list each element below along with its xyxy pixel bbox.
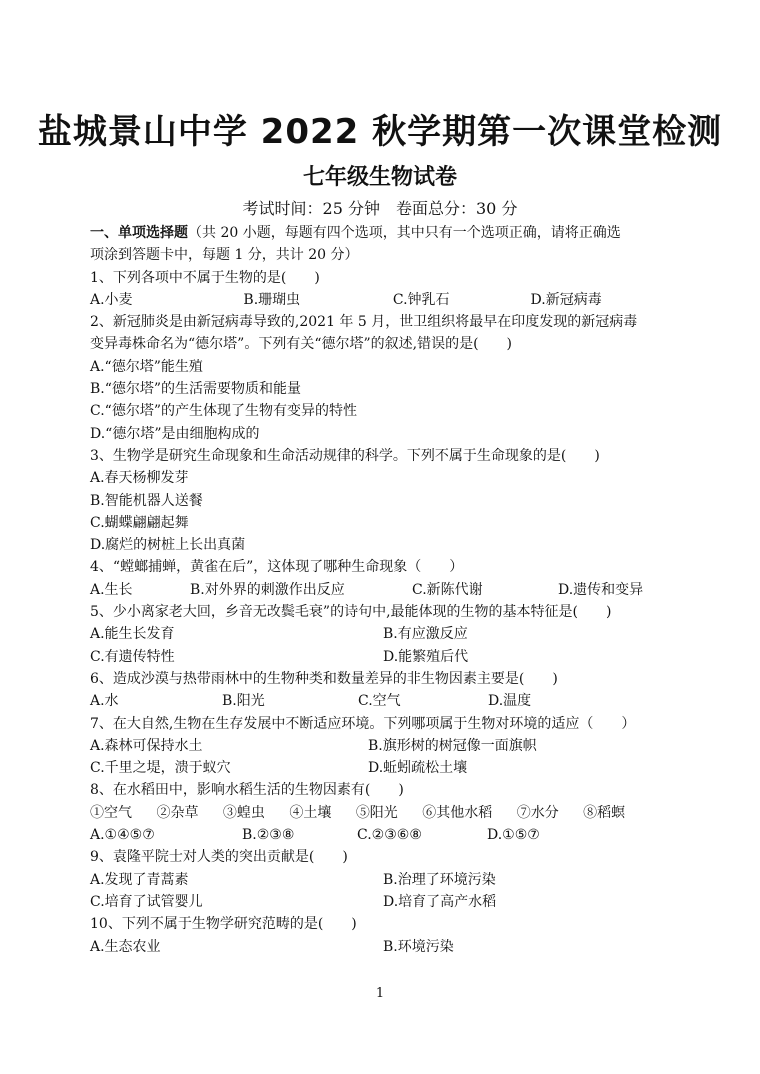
q3-option-c[interactable]: C.蝴蝶翩翩起舞 [90, 514, 189, 531]
page-number: 1 [375, 986, 385, 1001]
question-7-options-2 [90, 757, 680, 779]
question-8-options [90, 824, 680, 846]
q6-option-c[interactable]: C.空气 [358, 693, 401, 710]
factor-item: ③蝗虫 [222, 804, 265, 821]
q3-option-b[interactable]: B.智能机器人送餐 [90, 492, 203, 509]
question-5-stem: 5、少小离家老大回，乡音无改鬓毛衰”的诗句中,最能体现的生物的基本特征是( ) [90, 604, 612, 621]
q4-option-b[interactable]: B.对外界的刺激作出反应 [190, 581, 345, 598]
q1-option-a[interactable]: A.小麦 [90, 291, 133, 308]
question-4-stem: 4、“螳螂捕蝉，黄雀在后”，这体现了哪种生命现象（ ） [90, 559, 464, 576]
q1-option-d[interactable]: D.新冠病毒 [530, 291, 602, 308]
q5-option-b[interactable]: B.有应激反应 [383, 626, 468, 643]
question-6-options [90, 690, 680, 712]
factor-item: ⑦水分 [516, 804, 559, 821]
factor-item: ⑧稻螟 [583, 804, 626, 821]
question-1-options [90, 289, 680, 311]
section-heading-line [90, 222, 680, 244]
section-note-2: 项涂到答题卡中，每题 1 分，共计 20 分） [90, 247, 359, 264]
q5-option-d[interactable]: D.能繁殖后代 [383, 648, 469, 665]
q9-option-a[interactable]: A.发现了青蒿素 [90, 871, 189, 888]
q5-option-c[interactable]: C.有遗传特性 [90, 648, 175, 665]
exam-meta: 考试时间：25 分钟 卷面总分：30 分 [242, 199, 518, 218]
q7-option-a[interactable]: A.森林可保持水土 [90, 737, 203, 754]
question-9-options-1 [90, 869, 680, 891]
question-3-stem: 3、生物学是研究生命现象和生命活动规律的科学。下列不属于生命现象的是( ) [90, 447, 600, 464]
question-5-options-1 [90, 623, 680, 645]
factor-item: ④土壤 [289, 804, 332, 821]
q8-option-b[interactable]: B.②③⑧ [242, 827, 295, 844]
question-9-options-2 [90, 891, 680, 913]
question-10-options [90, 936, 680, 958]
q2-option-c[interactable]: C.“德尔塔”的产生体现了生物有变异的特性 [90, 403, 357, 420]
q2-option-d[interactable]: D.“德尔塔”是由细胞构成的 [90, 425, 260, 442]
question-2-stem-2: 变异毒株命名为“德尔塔”。下列有关“德尔塔”的叙述,错误的是( ) [90, 336, 513, 353]
question-4-options [90, 579, 680, 601]
factor-item: ②杂草 [156, 804, 199, 821]
q4-option-a[interactable]: A.生长 [90, 581, 133, 598]
q10-option-a[interactable]: A.生态农业 [90, 938, 161, 955]
q3-option-a[interactable]: A.春天杨柳发芽 [90, 470, 189, 487]
q1-option-c[interactable]: C.钟乳石 [392, 291, 450, 308]
q10-option-b[interactable]: B.环境污染 [383, 938, 454, 955]
exam-body [90, 222, 680, 958]
section-note-1: （共 20 小题，每题有四个选项，其中只有一个选项正确，请将正确选 [188, 225, 621, 241]
q6-option-d[interactable]: D.温度 [488, 693, 532, 710]
question-2-stem-1: 2、新冠肺炎是由新冠病毒导致的,2021 年 5 月，世卫组织将最早在印度发现的新冠病毒 [90, 314, 638, 331]
q4-option-c[interactable]: C.新陈代谢 [412, 581, 483, 598]
question-6-stem: 6、造成沙漠与热带雨林中的生物种类和数量差异的非生物因素主要是( ) [90, 670, 558, 687]
q6-option-b[interactable]: B.阳光 [222, 693, 265, 710]
q7-option-c[interactable]: C.千里之堤，溃于蚁穴 [90, 760, 231, 777]
q9-option-c[interactable]: C.培育了试管婴儿 [90, 893, 203, 910]
q7-option-b[interactable]: B.旗形树的树冠像一面旗帜 [368, 737, 537, 754]
question-1-stem: 1、下列各项中不属于生物的是( ) [90, 269, 320, 286]
q4-option-d[interactable]: D.遗传和变异 [558, 581, 644, 598]
question-7-stem: 7、在大自然,生物在生存发展中不断适应环境。下列哪项属于生物对环境的适应（ ） [90, 715, 636, 732]
q9-option-b[interactable]: B.治理了环境污染 [383, 871, 496, 888]
exam-title: 盐城景山中学 2022 秋学期第一次课堂检测 [37, 112, 723, 152]
question-8-stem: 8、在水稻田中，影响水稻生活的生物因素有( ) [90, 782, 404, 799]
question-8-factors [90, 802, 680, 824]
q2-option-b[interactable]: B.“德尔塔”的生活需要物质和能量 [90, 381, 302, 398]
q8-option-a[interactable]: A.①④⑤⑦ [90, 827, 155, 844]
q7-option-d[interactable]: D.蚯蚓疏松土壤 [368, 760, 468, 777]
q8-option-d[interactable]: D.①⑤⑦ [487, 827, 540, 844]
question-10-stem: 10、下列不属于生物学研究范畴的是( ) [90, 916, 357, 933]
q6-option-a[interactable]: A.水 [90, 693, 119, 710]
question-7-options-1 [90, 735, 680, 757]
section-heading: 一、单项选择题 [90, 225, 188, 241]
exam-subtitle: 七年级生物试卷 [302, 164, 457, 190]
q5-option-a[interactable]: A.能生长发育 [90, 626, 175, 643]
question-5-options-2 [90, 646, 680, 668]
factor-item: ①空气 [90, 804, 132, 821]
factor-item: ⑤阳光 [355, 804, 398, 821]
q9-option-d[interactable]: D.培育了高产水稻 [383, 893, 497, 910]
factor-item: ⑥其他水稻 [422, 804, 493, 821]
q8-option-c[interactable]: C.②③⑥⑧ [357, 827, 422, 844]
question-9-stem: 9、袁隆平院士对人类的突出贡献是( ) [90, 849, 348, 866]
q3-option-d[interactable]: D.腐烂的树桩上长出真菌 [90, 537, 246, 554]
q2-option-a[interactable]: A.“德尔塔”能生殖 [90, 358, 203, 375]
q1-option-b[interactable]: B.珊瑚虫 [243, 291, 301, 308]
